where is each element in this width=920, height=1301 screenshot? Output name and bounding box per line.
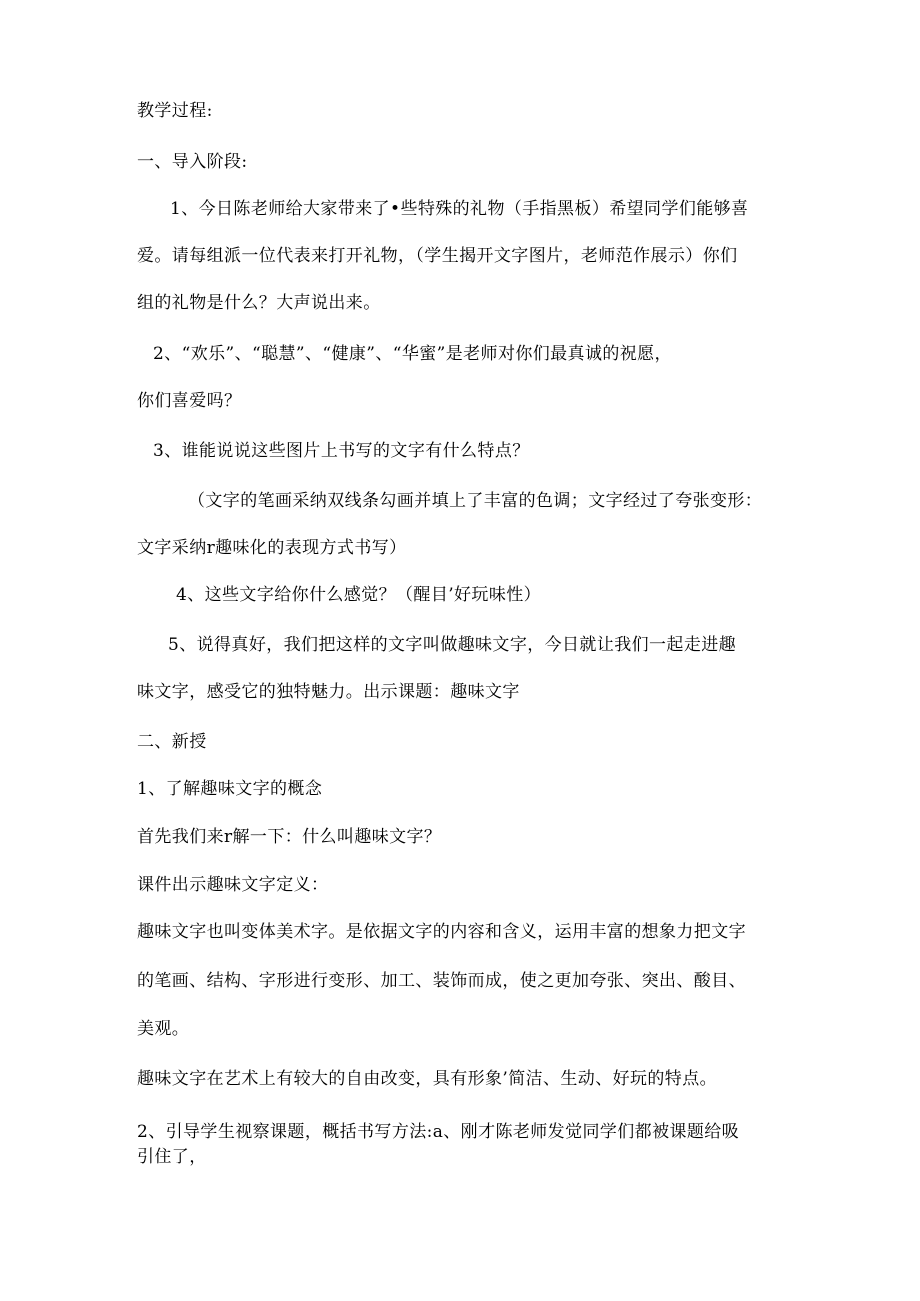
subheading-method-line-2: 引住了， <box>137 1147 207 1167</box>
section-heading-new-lesson: 二、新授 <box>137 732 207 752</box>
definition-line-1: 趣味文字也叫变体美术字。是依据文字的内容和含义，运用丰富的想象力把文字 <box>137 922 746 942</box>
paragraph-5-line-2: 味文字，感受它的独特魅力。出示课题：趣味文字 <box>137 682 520 702</box>
section-heading-teaching-process: 教学过程: <box>137 101 213 121</box>
paragraph-2-line-2: 你们喜爱吗？ <box>137 391 242 411</box>
paragraph-3-answer-line-1: （文字的笔画采纳双线条勾画并填上了丰富的色调；文字经过了夸张变形： <box>188 491 763 511</box>
paragraph-1-line-1: 1、今日陈老师给大家带来了•些特殊的礼物（手指黑板）希望同学们能够喜 <box>170 199 749 219</box>
subheading-concept: 1、了解趣味文字的概念 <box>137 779 323 799</box>
paragraph-show-definition: 课件出示趣味文字定义： <box>137 875 329 895</box>
paragraph-5-line-1: 5、说得真好，我们把这样的文字叫做趣味文字，今日就让我们一起走进趣 <box>168 635 737 655</box>
paragraph-3: 3、谁能说说这些图片上书写的文字有什么特点？ <box>153 441 530 461</box>
paragraph-1-line-2: 爱。请每组派一位代表来打开礼物，（学生揭开文字图片，老师范作展示）你们 <box>137 246 738 266</box>
paragraph-2-line-1: 2、“欢乐”、“聪慧”、“健康”、“华蜜”是老师对你们最真诚的祝愿， <box>153 344 672 364</box>
paragraph-characteristics: 趣味文字在艺术上有较大的自由改变，具有形象’简洁、生动、好玩的特点。 <box>137 1069 718 1089</box>
paragraph-question: 首先我们来r解一下：什么叫趣味文字？ <box>137 827 442 847</box>
section-heading-introduction: 一、导入阶段: <box>137 152 248 172</box>
subheading-method-line-1: 2、引导学生视察课题，概括书写方法:a、刚才陈老师发觉同学们都被课题给吸 <box>137 1122 740 1142</box>
paragraph-4: 4、这些文字给你什么感觉？（醒目’好玩味性） <box>176 585 542 605</box>
definition-line-2: 的笔画、结构、字形进行变形、加工、装饰而成，使之更加夸张、突出、酸目、 <box>137 971 746 991</box>
paragraph-3-answer-line-2: 文字采纳r趣味化的表现方式书写） <box>137 538 407 558</box>
definition-line-3: 美观。 <box>137 1019 190 1039</box>
paragraph-1-line-3: 组的礼物是什么？大声说出来。 <box>137 293 381 313</box>
